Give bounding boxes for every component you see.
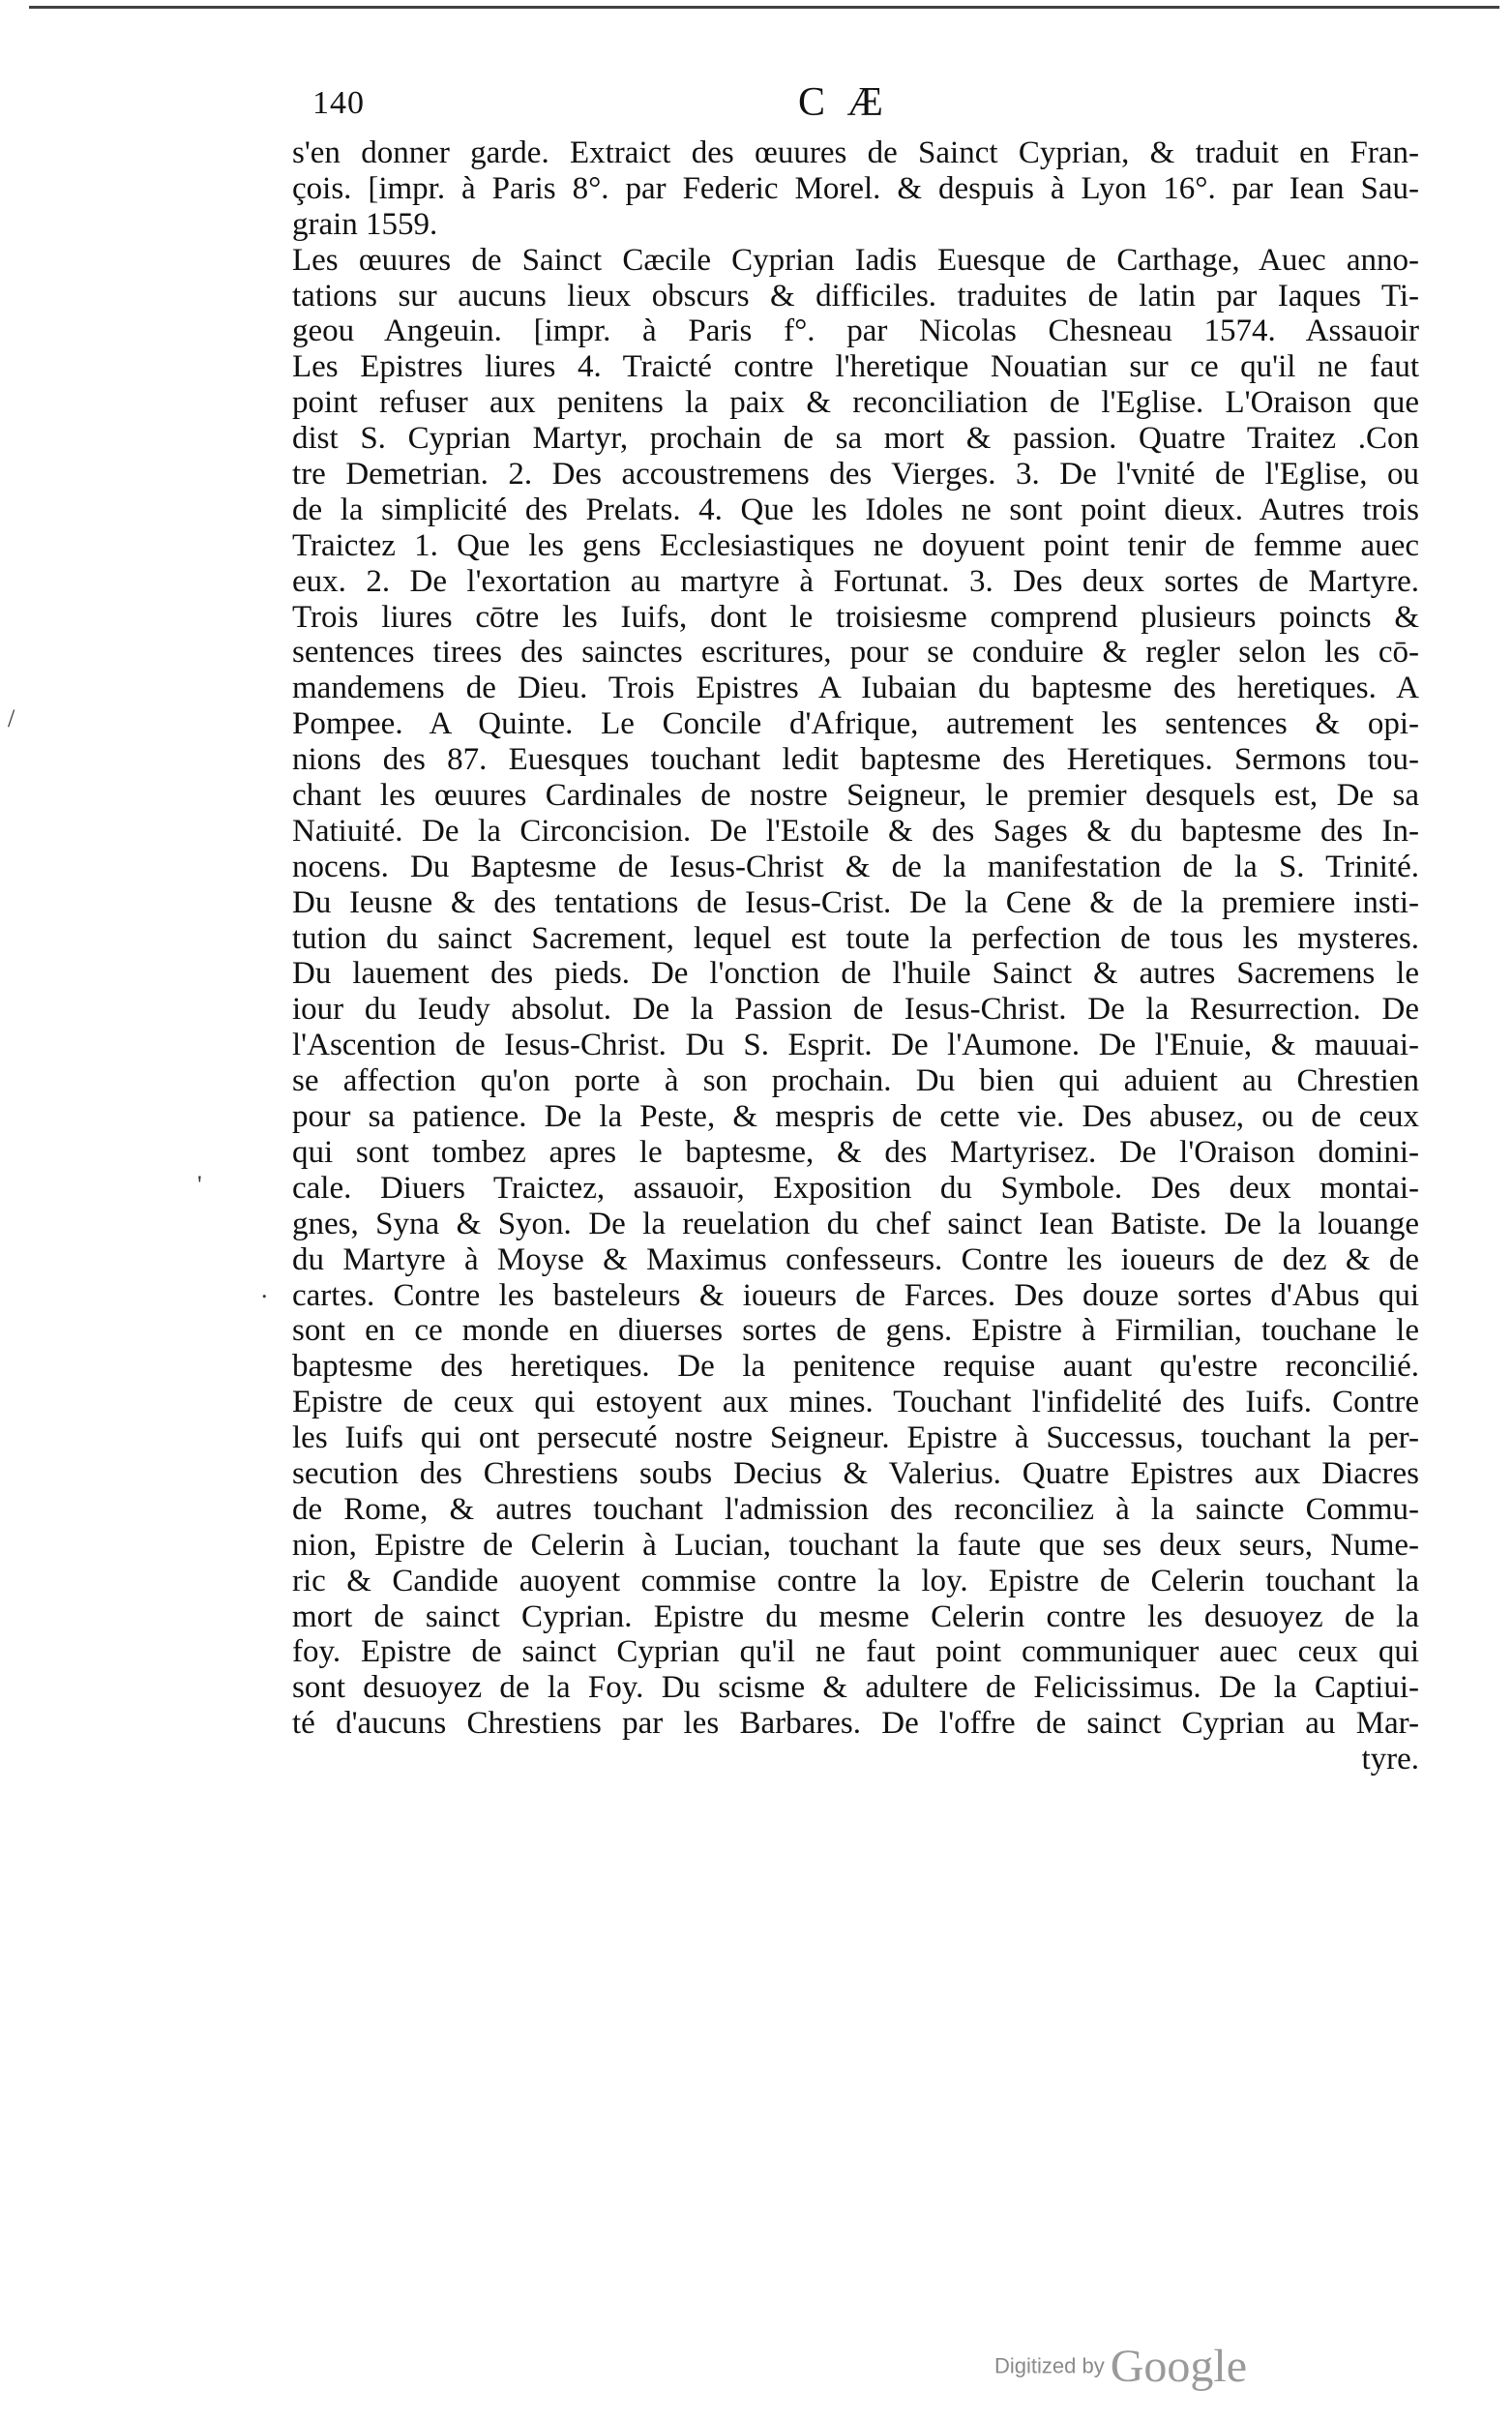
text-line: baptesme des heretiques. De la penitence requise auant qu'estre reconcilié. (292, 1349, 1419, 1385)
text-line: té d'aucuns Chrestiens par les Barbares. De l'offre de sainct Cyprian au Mar- (292, 1706, 1419, 1742)
text-line: gnes, Syna & Syon. De la reuelation du chef sainct Iean Batiste. De la louange (292, 1206, 1419, 1241)
text-line: tations sur aucuns lieux obscurs & difficiles. traduites de latin par Iaques Ti- (292, 278, 1419, 314)
text-line: Du lauement des pieds. De l'onction de l'huile Sainct & autres Sacremens le (292, 956, 1419, 992)
text-line: sont en ce monde en diuerses sortes de gens. Epistre à Firmilian, touchane le (292, 1313, 1419, 1349)
text-line: Natiuité. De la Circoncision. De l'Estoile & des Sages & du baptesme des In- (292, 813, 1419, 849)
text-line: Les Epistres liures 4. Traicté contre l'heretique Nouatian sur ce qu'il ne faut (292, 349, 1419, 385)
text-line: nocens. Du Baptesme de Iesus-Christ & de la manifestation de la S. Trinité. (292, 849, 1419, 884)
text-line: sentences tirees des sainctes escritures, pour se conduire & regler selon les cō- (292, 635, 1419, 671)
body-text (292, 135, 1419, 1777)
page-number: 140 (312, 85, 365, 121)
text-line: tution du sainct Sacrement, lequel est toute la perfection de tous les mysteres. (292, 920, 1419, 956)
margin-mark: / (8, 704, 15, 732)
text-line: du Martyre à Moyse & Maximus confesseurs. Contre les ioueurs de dez & de (292, 1241, 1419, 1277)
running-head: C Æ (798, 80, 889, 125)
text-line: secution des Chrestiens soubs Decius & Valerius. Quatre Epistres aux Diacres (292, 1455, 1419, 1491)
text-line: pour sa patience. De la Peste, & mespris de cette vie. Des abusez, ou de ceux (292, 1099, 1419, 1135)
margin-mark: ' (197, 1171, 202, 1199)
text-line: de la simplicité des Prelats. 4. Que les Idoles ne sont point dieux. Autres trois (292, 492, 1419, 527)
text-line: çois. [impr. à Paris 8°. par Federic Morel. & despuis à Lyon 16°. par Iean Sau- (292, 170, 1419, 206)
text-line: chant les œuures Cardinales de nostre Seigneur, le premier desquels est, De sa (292, 778, 1419, 814)
text-line: Les œuures de Sainct Cæcile Cyprian Iadis Euesque de Carthage, Auec anno- (292, 242, 1419, 278)
text-line: cartes. Contre les basteleurs & ioueurs de Farces. Des douze sortes d'Abus qui (292, 1277, 1419, 1313)
text-line: geou Angeuin. [impr. à Paris f°. par Nicolas Chesneau 1574. Assauoir (292, 314, 1419, 349)
text-line: cale. Diuers Traictez, assauoir, Exposition du Symbole. Des deux montai- (292, 1170, 1419, 1206)
text-line: point refuser aux penitens la paix & reconciliation de l'Eglise. L'Oraison que (292, 385, 1419, 421)
text-line: se affection qu'on porte à son prochain. Du bien qui aduient au Chrestien (292, 1063, 1419, 1099)
watermark-prefix: Digitized by (994, 2353, 1105, 2378)
digitized-watermark (994, 2340, 1247, 2393)
text-line: tre Demetrian. 2. Des accoustremens des Vierges. 3. De l'vnité de l'Eglise, ou (292, 457, 1419, 493)
text-line: dist S. Cyprian Martyr, prochain de sa mort & passion. Quatre Traitez .Con (292, 421, 1419, 457)
text-line: mort de sainct Cyprian. Epistre du mesme Celerin contre les desuoyez de la (292, 1598, 1419, 1634)
text-line: les Iuifs qui ont persecuté nostre Seigneur. Epistre à Successus, touchant la per- (292, 1420, 1419, 1456)
text-line: grain 1559. (292, 206, 438, 242)
text-line: de Rome, & autres touchant l'admission des reconciliez à la saincte Commu- (292, 1491, 1419, 1527)
text-line: s'en donner garde. Extraict des œuures de Sainct Cyprian, & traduit en Fran- (292, 135, 1419, 170)
margin-mark: . (261, 1275, 268, 1303)
text-line: nion, Epistre de Celerin à Lucian, touchant la faute que ses deux seurs, Nume- (292, 1527, 1419, 1563)
text-line: qui sont tombez apres le baptesme, & des Martyrisez. De l'Oraison domini- (292, 1134, 1419, 1170)
text-line: eux. 2. De l'exortation au martyre à Fortunat. 3. Des deux sortes de Martyre. (292, 563, 1419, 599)
text-line: mandemens de Dieu. Trois Epistres A Iubaian du baptesme des heretiques. A (292, 671, 1419, 706)
text-line: Epistre de ceux qui estoyent aux mines. Touchant l'infidelité des Iuifs. Contre (292, 1385, 1419, 1420)
text-line: Pompee. A Quinte. Le Concile d'Afrique, autrement les sentences & opi- (292, 706, 1419, 742)
text-line: iour du Ieudy absolut. De la Passion de Iesus-Christ. De la Resurrection. De (292, 992, 1419, 1028)
text-line: foy. Epistre de sainct Cyprian qu'il ne faut point communiquer auec ceux qui (292, 1634, 1419, 1670)
text-line: Trois liures cōtre les Iuifs, dont le troisiesme comprend plusieurs poincts & (292, 599, 1419, 635)
google-logo: Google (1110, 2341, 1248, 2392)
text-line: Traictez 1. Que les gens Ecclesiastiques ne doyuent point tenir de femme auec (292, 527, 1419, 563)
page-header (295, 80, 1417, 134)
text-line: Du Ieusne & des tentations de Iesus-Crist. De la Cene & de la premiere insti- (292, 884, 1419, 920)
catchword: tyre. (1361, 1742, 1419, 1777)
text-line: ric & Candide auoyent commise contre la loy. Epistre de Celerin touchant la (292, 1563, 1419, 1598)
top-rule (29, 6, 1499, 9)
text-line: nions des 87. Euesques touchant ledit baptesme des Heretiques. Sermons tou- (292, 742, 1419, 778)
text-line: sont desuoyez de la Foy. Du scisme & adultere de Felicissimus. De la Captiui- (292, 1670, 1419, 1706)
text-line: l'Ascention de Iesus-Christ. Du S. Esprit. De l'Aumone. De l'Enuie, & mauuai- (292, 1028, 1419, 1063)
